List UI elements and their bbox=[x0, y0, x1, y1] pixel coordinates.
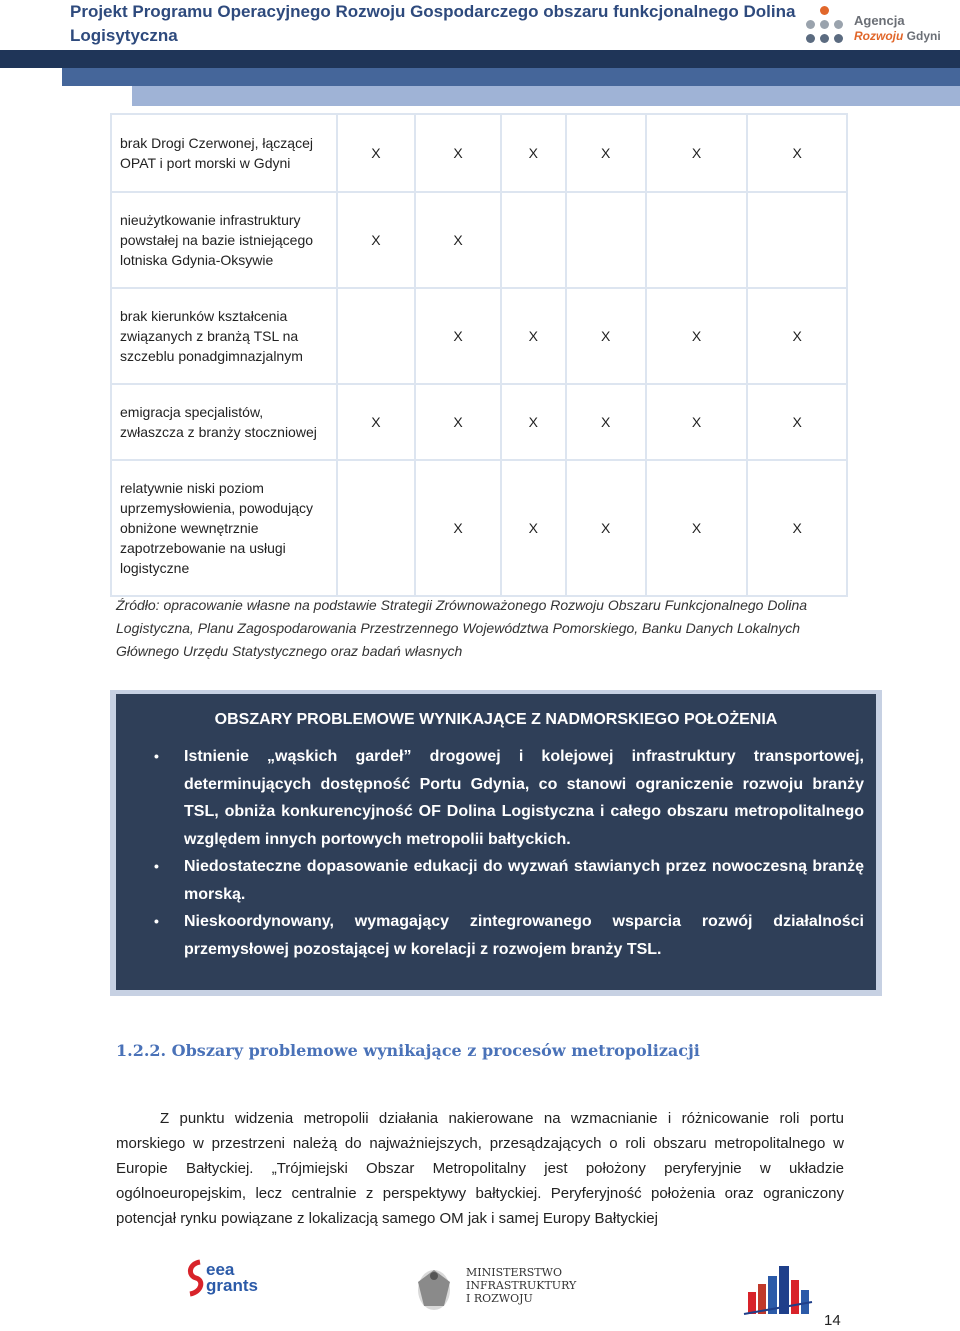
list-item bbox=[154, 908, 864, 963]
table-row bbox=[111, 288, 847, 384]
table-cell: X bbox=[415, 192, 501, 288]
eea-grants-text: eea grants bbox=[206, 1260, 258, 1295]
header-band-dark bbox=[0, 50, 960, 68]
table-cell: X bbox=[747, 114, 847, 192]
table-cell: X bbox=[566, 114, 646, 192]
table-cell: X bbox=[415, 460, 501, 596]
table-cell: X bbox=[646, 384, 748, 460]
table-cell: X bbox=[747, 460, 847, 596]
table-cell: X bbox=[415, 384, 501, 460]
table-cell bbox=[747, 192, 847, 288]
row-label: emigracja specjalistów, zwłaszcza z branży stoczniowej bbox=[111, 384, 337, 460]
table-cell: X bbox=[566, 460, 646, 596]
table-cell bbox=[501, 192, 566, 288]
bullet-icon: • bbox=[154, 913, 159, 929]
table-cell: X bbox=[501, 460, 566, 596]
table-row bbox=[111, 192, 847, 288]
table-cell: X bbox=[337, 384, 415, 460]
table-cell: X bbox=[747, 288, 847, 384]
table-cell: X bbox=[566, 288, 646, 384]
table-cell: X bbox=[501, 288, 566, 384]
problem-matrix-table bbox=[110, 113, 848, 597]
problem-box bbox=[116, 694, 876, 990]
logo-rozwoj-text: Rozwoju Gdyni bbox=[854, 29, 941, 43]
table-cell: X bbox=[337, 114, 415, 192]
page-number: 14 bbox=[824, 1312, 841, 1329]
table-cell bbox=[566, 192, 646, 288]
agency-logo bbox=[802, 4, 952, 50]
table-cell: X bbox=[337, 192, 415, 288]
table-cell: X bbox=[646, 460, 748, 596]
eagle-emblem-icon bbox=[410, 1262, 458, 1314]
table-row bbox=[111, 114, 847, 192]
problem-list bbox=[154, 743, 864, 963]
list-item-text: Istnienie „wąskich gardeł” drogowej i kolejowej infrastruktury transportowej, determinujących dostępność Portu Gdynia, co stanowi ograniczenie rozwoju branży TSL, obniża konkurencyjność OF Dolina Logistyczna i całego obszaru metropolitalnego względem innych portowych metropolii bałtyckich. bbox=[184, 748, 864, 848]
bullet-icon: • bbox=[154, 748, 159, 764]
header-band-mid bbox=[62, 68, 960, 86]
row-label: brak Drogi Czerwonej, łączącej OPAT i port morski w Gdyni bbox=[111, 114, 337, 192]
header-band-light bbox=[132, 86, 960, 106]
body-paragraph: Z punktu widzenia metropolii działania nakierowane na wzmacnianie i różnicowanie roli portu morskiego w przestrzeni należą do najważniejszych, przesądzających o roli obszaru metropolitalnego w Europie Bałtyckiej. „Trójmiejski Obszar Metropolitalny jest położony peryferyjnie w układzie ogólnoeuropejskim, lecz centralnie z perspektywy bałtyckiej. Peryferyjność położenia oraz ograniczony potencjał rynku powiązane z lokalizacją samego OM jak i samej Europy Bałtyckiej bbox=[116, 1110, 844, 1227]
section-heading: 1.2.2. Obszary problemowe wynikające z procesów metropolizacji bbox=[116, 1041, 700, 1060]
eea-grants-logo bbox=[186, 1252, 266, 1302]
problem-box-title: OBSZARY PROBLEMOWE WYNIKAJĄCE Z NADMORSKIEGO POŁOŻENIA bbox=[214, 711, 778, 728]
table-cell: X bbox=[566, 384, 646, 460]
table-cell: X bbox=[501, 384, 566, 460]
ministry-logo bbox=[410, 1262, 610, 1318]
eea-swirl-icon bbox=[186, 1258, 206, 1298]
list-item bbox=[154, 743, 864, 853]
table-cell: X bbox=[415, 288, 501, 384]
list-item-text: Nieskoordynowany, wymagający zintegrowanego wsparcia rozwój działalności przemysłowej pozostającej w korelacji z rozwojem branży TSL. bbox=[184, 913, 864, 958]
row-label: brak kierunków kształcenia związanych z branżą TSL na szczeblu ponadgimnazjalnym bbox=[111, 288, 337, 384]
logo-agency-text: Agencja bbox=[854, 13, 905, 28]
table-cell: X bbox=[415, 114, 501, 192]
table-cell: X bbox=[646, 288, 748, 384]
document-header-title: Projekt Programu Operacyjnego Rozwoju Gospodarczego obszaru funkcjonalnego Dolina Logisytyczna bbox=[70, 2, 796, 45]
table-row bbox=[111, 384, 847, 460]
table-cell bbox=[646, 192, 748, 288]
city-skyline-logo bbox=[742, 1262, 814, 1316]
source-note: Źródło: opracowanie własne na podstawie Strategii Zrównoważonego Rozwoju Obszaru Funkcjonalnego Dolina Logistyczna, Planu Zagospodarowania Przestrzennego Województwa Pomorskiego, Banku Danych Lokalnych Głównego Urzędu Statystycznego oraz badań własnych bbox=[116, 597, 808, 659]
row-label: nieużytkowanie infrastruktury powstałej na bazie istniejącego lotniska Gdynia-Oksywie bbox=[111, 192, 337, 288]
bullet-icon: • bbox=[154, 858, 159, 874]
table-row bbox=[111, 460, 847, 596]
ministry-text: MINISTERSTWO INFRASTRUKTURY I ROZWOJU bbox=[466, 1266, 577, 1305]
table-cell: X bbox=[646, 114, 748, 192]
table-cell bbox=[337, 460, 415, 596]
list-item bbox=[154, 853, 864, 908]
skyline-icon bbox=[742, 1262, 814, 1316]
list-item-text: Niedostateczne dopasowanie edukacji do wyzwań stawianych przez nowoczesną branżę morską. bbox=[184, 858, 864, 903]
row-label: relatywnie niski poziom uprzemysłowienia, powodujący obniżone wewnętrznie zapotrzebowanie na usługi logistyczne bbox=[111, 460, 337, 596]
table-cell: X bbox=[501, 114, 566, 192]
table-cell: X bbox=[747, 384, 847, 460]
table-cell bbox=[337, 288, 415, 384]
